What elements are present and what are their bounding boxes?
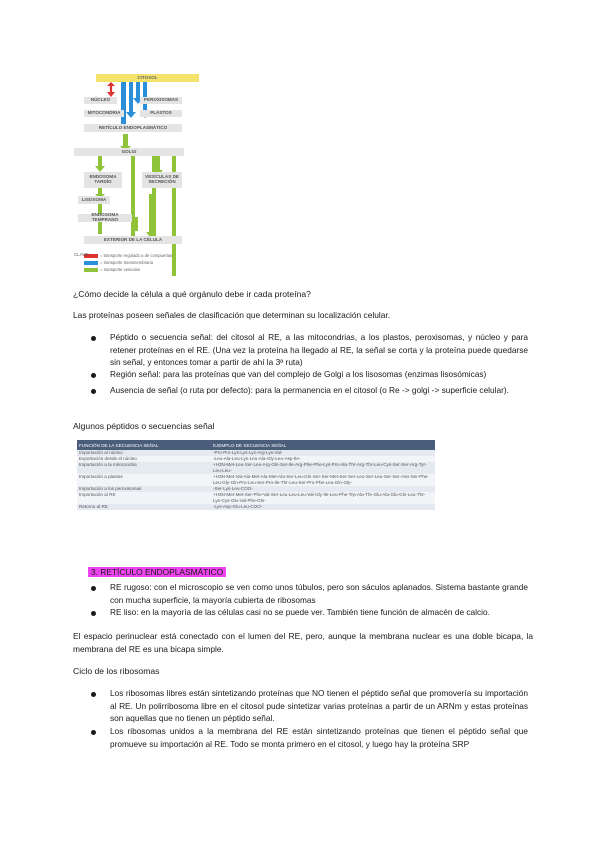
- table-cell-sequence: +H3N-Met-Val-Ala-Met-Ala-Met-Ala-Ser-Leu-Gln-Ser-Ser-Met-Ser-Ser-Leu-Ser-Leu-Ser-Ser-Asn-Ser-Phe-Leu-Gly-Gln-Pro-Leu-Ser-Pro-Ile-Thr-Leu-Ser-Pro-Phe-Leu-Gln-Gly-: [211, 474, 435, 486]
- reticulo-box: RETÍCULO ENDOPLASMÁTICO: [84, 124, 182, 132]
- golgi-box: GOLGI: [74, 148, 184, 156]
- list-item-ausencia: Ausencia de señal (o ruta por defecto): para la permanencia en el citosol (o Re -> golgi -> superficie celular).: [110, 385, 509, 395]
- bullet-dot: [91, 389, 96, 394]
- table-cell-sequence: +H3N-Met-Met-Ser-Phe-Val-Ser-Leu-Leu-Leu-Val-Gly-Ile-Leu-Phe-Trp-Ala-Thr-Glu-Ala-Glu-Gln-Leu-Thr-Lys-Cys-Glu-Val-Phe-Gln-: [211, 492, 435, 504]
- section-title: [88, 567, 226, 577]
- list-item-re-rugoso: RE rugoso: con el microscopio se ven como unos túbulos, pero son sáculos aplanados. Sistema bastante grande con mucha superficie, la mayoría cubierta de ribosomas: [110, 582, 528, 605]
- lisosoma-box: LISOSOMA: [78, 196, 110, 204]
- table-row: [77, 492, 435, 504]
- table-cell-function: Importación al RE: [77, 492, 211, 504]
- protein-sorting-diagram: [74, 72, 244, 280]
- signal-sequences-heading: Algunos péptidos o secuencias señal: [73, 421, 215, 431]
- vesiculas-box: VESÍCULAS DE SECRECIÓN: [142, 172, 182, 188]
- table-header-example: EJEMPLO DE SECUENCIA SEÑAL: [211, 440, 435, 450]
- mitocondria-box: MITOCONDRIA: [84, 110, 124, 117]
- exterior-box: EXTERIOR DE LA CÉLULA: [84, 236, 182, 244]
- legend-transmembrane: = transporte transmembrana: [100, 260, 153, 265]
- table-cell-function: Importación a plastos: [77, 474, 211, 486]
- table-cell-sequence: -Leu-Ala-Leu-Lys-Leu-Ala-Gly-Leu-Asp-Ile-: [211, 456, 435, 462]
- table-cell-function: Importación a la mitocondria: [77, 462, 211, 474]
- table-cell-function: Exportación desde el núcleo: [77, 456, 211, 462]
- list-item-ribosomas-libres: Los ribosomas libres están sintetizando proteínas que NO tienen el péptido señal que promovería su importación al RE. Un polirribosoma libre en el citosol pude sintetizar varias proteínas a partir de un ARNm y estas proteínas son aquellas que no tienen un péptido señal.: [110, 688, 528, 723]
- table-header-function: FUNCIÓN DE LA SECUENCIA SEÑAL: [77, 440, 211, 450]
- paragraph-signals: Las proteínas poseen señales de clasificación que determinan su localización celular.: [73, 310, 391, 320]
- endosoma-temprano-box: ENDOSOMA TEMPRANO: [78, 214, 132, 222]
- list-item-ribosomas-unidos: Los ribosomas unidos a la membrana del RE están sintetizando proteínas que tienen el péptido señal que promueve su importación al RE. Todo se monta primero en el citosol, y luego hay la proteína SRP: [110, 726, 528, 749]
- question-heading: ¿Cómo decide la célula a qué orgánulo debe ir cada proteína?: [73, 289, 311, 299]
- bullet-dot: [91, 611, 96, 616]
- table-cell-sequence: -Ser-Lys-Leu-COO-: [211, 486, 435, 492]
- table-cell-function: Importación al núcleo: [77, 450, 211, 456]
- citosol-label: CITOSOL: [137, 74, 158, 80]
- bullet-dot: [91, 586, 96, 591]
- table-cell-sequence: -Pro-Pro-Lys-Lys-Lys-Arg-Lys-Val-: [211, 450, 435, 456]
- bullet-dot: [91, 692, 96, 697]
- table-row: [77, 504, 435, 510]
- bullet-dot: [91, 373, 96, 378]
- bullet-dot: [91, 336, 96, 341]
- table-cell-sequence: +H3N-Met-Leu-Ser-Leu-Arg-Gln-Ser-Ile-Arg-Phe-Phe-Lys-Pro-Ala-Thr-Arg-Thr-Leu-Cys-Ser-Ser-Arg-Tyr-Leu-Leu-: [211, 462, 435, 474]
- ribosome-cycle-heading: Ciclo de los ribosomas: [73, 666, 160, 676]
- list-item-peptido: Péptido o secuencia señal: del citosol al RE, a las mitocondrias, a los plastos, peroxisomas, y núcleo y para retener proteínas en el RE. (Una vez la proteína ha llegado al RE, la señal se corta y la proteína puede quedarse sin señal, y entonces tomar a partir de ahí la 3ª ruta): [110, 332, 528, 367]
- legend-gated: = transporte regulado a de compuertas: [100, 253, 173, 258]
- nucleo-box: NÚCLEO: [84, 97, 117, 104]
- table-row: [77, 462, 435, 474]
- section-title-highlight: 3. RETÍCULO ENDOPLASMÁTICO: [88, 567, 226, 577]
- table-row: [77, 474, 435, 486]
- legend-vesicular: = transporte vesicular: [100, 267, 141, 272]
- peroxisomas-box: PEROXISOMAS: [140, 97, 182, 104]
- signal-sequence-table: [77, 440, 435, 510]
- list-item-region: Región señal: para las proteínas que van del complejo de Golgi a los lisosomas (enzimas lisosómicas): [110, 369, 487, 379]
- table-cell-function: Importación a los peroxisomas: [77, 486, 211, 492]
- plastos-box: PLASTOS: [140, 110, 182, 117]
- bullet-dot: [91, 730, 96, 735]
- list-item-re-liso: RE liso: en la mayoría de las células casi no se puede ver. También tiene función de almacén de calcio.: [110, 607, 490, 617]
- endosoma-tardio-box: ENDOSOMA TARDÍO: [84, 172, 122, 188]
- table-cell-function: Retorno al RE: [77, 504, 211, 510]
- paragraph-perinuclear: El espacio perinuclear está conectado con el lumen del RE, pero, aunque la membrana nuclear es una doble bicapa, la membrana del RE es una bicapa simple.: [73, 631, 533, 654]
- diagram-legend-key: CLAVE:: [74, 252, 90, 257]
- table-cell-sequence: -Lys-Asp-Glu-Leu-COO-: [211, 504, 435, 510]
